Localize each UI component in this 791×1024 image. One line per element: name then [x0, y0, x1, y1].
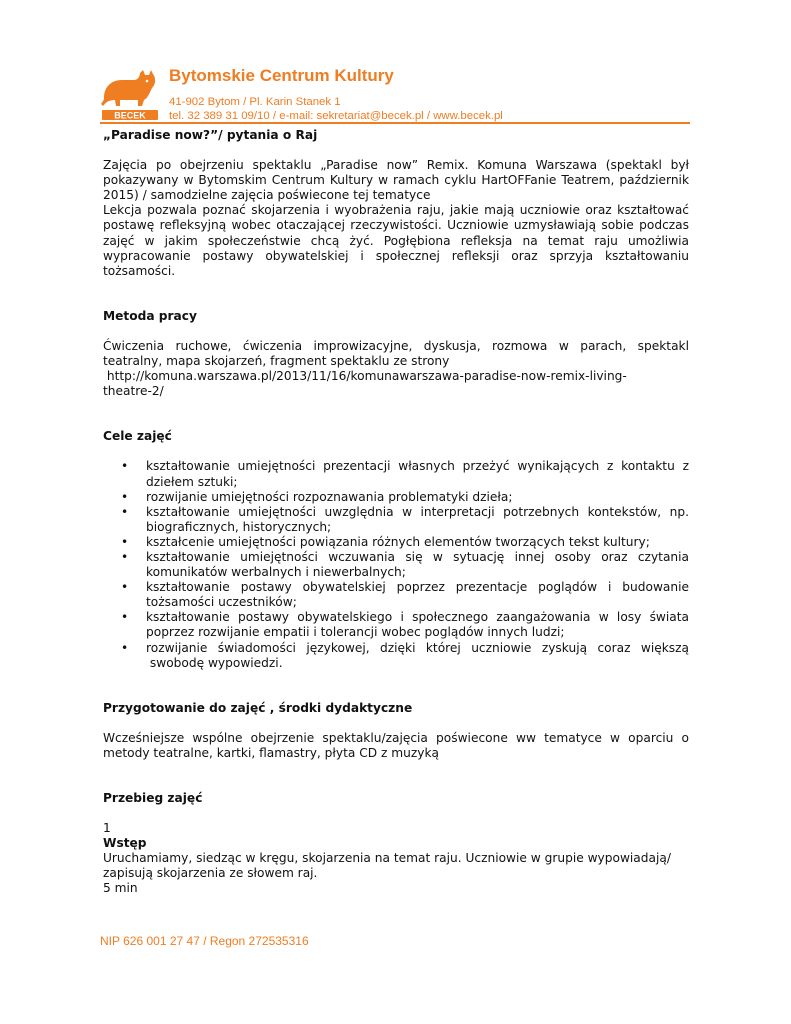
list-item: • rozwijanie świadomości językowej, dzięki której uczniowie zyskują coraz większą swobodę wypowiedzi.: [121, 640, 689, 670]
footer-registration: NIP 626 001 27 47 / Regon 272535316: [100, 934, 309, 948]
cat-logo-icon: [100, 66, 160, 122]
intro-line: tożsamości.: [103, 263, 176, 278]
bullet-icon: •: [121, 580, 129, 595]
preparation-line: Wcześniejsze wspólne obejrzenie spektaklu/zajęcia poświecone ww tematyce w oparciu o: [103, 730, 689, 745]
bullet-icon: •: [121, 504, 129, 519]
intro-line: wypracowanie postawy obywatelskiej i społecznej refleksji oraz sprzyja kształtowaniu: [103, 248, 689, 263]
step-line: Uruchamiamy, siedząc w kręgu, skojarzenia na temat raju. Uczniowie w grupie wypowiadają/: [103, 851, 671, 866]
section-heading-goals: Cele zajęć: [103, 429, 172, 444]
intro-line: pokazywany w Bytomskim Centrum Kultury w ramach cyklu HartOFFanie Teatrem, październik: [103, 173, 689, 188]
letterhead: [100, 66, 690, 128]
intro-line: zajęć w jakim społeczeństwie chcą żyć. Pogłębiona refleksja na temat raju umożliwia: [103, 233, 689, 248]
organization-address: 41-902 Bytom / Pl. Karin Stanek 1: [169, 96, 341, 108]
logo-wordmark: BECEK: [114, 110, 146, 121]
intro-line: Lekcja pozwala poznać skojarzenia i wyobrażenia raju, jakie mają uczniowie oraz kształtować: [103, 203, 689, 218]
step-title: Wstęp: [103, 836, 147, 851]
method-link-continued[interactable]: theatre-2/: [103, 384, 164, 399]
step-line: zapisują skojarzenia ze słowem raj.: [103, 866, 318, 881]
header-divider: [100, 122, 690, 124]
goals-list: [103, 459, 689, 670]
method-link[interactable]: http://komuna.warszawa.pl/2013/11/16/komunawarszawa-paradise-now-remix-living-: [103, 369, 627, 384]
bullet-icon: •: [121, 640, 129, 655]
section-heading-course: Przebieg zajęć: [103, 791, 203, 805]
step-duration: 5 min: [103, 881, 138, 896]
list-item: • rozwijanie umiejętności rozpoznawania problematyki dzieła;: [121, 489, 513, 504]
section-heading-method: Metoda pracy: [103, 308, 197, 323]
document-body: [103, 128, 689, 897]
bullet-icon: •: [121, 534, 129, 549]
organization-contact: tel. 32 389 31 09/10 / e-mail: sekretariat@becek.pl / www.becek.pl: [169, 110, 503, 122]
method-line: Ćwiczenia ruchowe, ćwiczenia improwizacyjne, dyskusja, rozmowa w parach, spektakl: [103, 338, 689, 353]
list-item: • kształcenie umiejętności powiązania różnych elementów tworzących tekst kultury;: [121, 534, 650, 549]
intro-line: postawę refleksyjną wobec otaczającej rzeczywistości. Uczniowie uzmysławiają sobie podczas: [103, 218, 689, 233]
bullet-icon: •: [121, 489, 129, 504]
bullet-icon: •: [121, 549, 129, 564]
step-number: 1: [103, 821, 111, 836]
list-item: • kształtowanie umiejętności prezentacji własnych przeżyć wynikających z kontaktu z dziełem sztuki;: [121, 459, 689, 489]
method-paragraph: [103, 339, 689, 399]
intro-paragraph: [103, 158, 689, 279]
list-item: • kształtowanie postawy obywatelskiego i społecznego zaangażowania w losy świata poprzez rozwijanie empatii i tolerancji wobec poglądów innych ludzi;: [121, 610, 689, 640]
section-heading-preparation: Przygotowanie do zajęć , środki dydaktyczne: [103, 700, 413, 715]
preparation-paragraph: [103, 731, 689, 761]
organization-name: Bytomskie Centrum Kultury: [169, 66, 394, 85]
organization-info: [169, 66, 503, 123]
intro-line: Zajęcia po obejrzeniu spektaklu „Paradise now” Remix. Komuna Warszawa (spektakl był: [103, 158, 689, 173]
list-item: • kształtowanie umiejętności wczuwania się w sytuację innej osoby oraz czytania komunikatów werbalnych i niewerbalnych;: [121, 549, 689, 580]
preparation-line: metody teatralne, kartki, flamastry, płyta CD z muzyką: [103, 745, 439, 760]
list-item: • kształtowanie postawy obywatelskiej poprzez prezentacje poglądów i budowanie tożsamości uczestników;: [121, 580, 689, 610]
intro-line: 2015) / samodzielne zajęcia poświecone tej tematyce: [103, 188, 431, 203]
bullet-icon: •: [121, 610, 129, 625]
method-line: teatralny, mapa skojarzeń, fragment spektaklu ze strony: [103, 354, 450, 369]
list-item: • kształtowanie umiejętności uwzględnia w interpretacji potrzebnych kontekstów, np. biograficznych, historycznych;: [121, 504, 689, 534]
document-title: „Paradise now?”/ pytania o Raj: [103, 128, 318, 142]
bullet-icon: •: [121, 459, 129, 474]
